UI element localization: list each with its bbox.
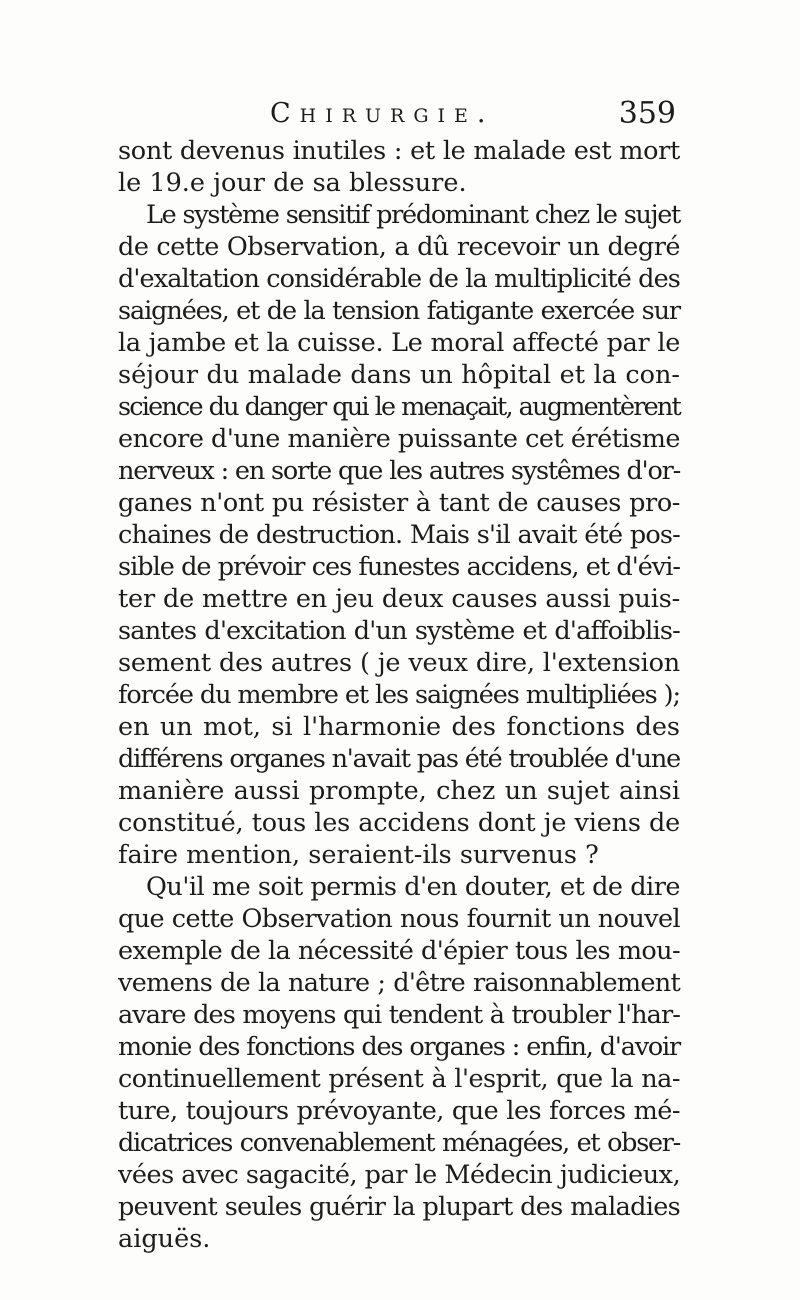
text-line: vées avec sagacité, par le Médecin judicieux, [118, 1160, 681, 1190]
text-line: que cette Observation nous fournit un nouvel [118, 904, 680, 934]
text-line: le 19.e jour de sa blessure. [118, 168, 467, 198]
text-line: encore d'une manière puissante cet érétisme [118, 424, 680, 454]
text-line: avare des moyens qui tendent à troubler l'har- [118, 1000, 680, 1030]
text-line: en un mot, si l'harmonie des fonctions des [118, 712, 680, 742]
text-line: monie des fonctions des organes : enfin, d'avoir [118, 1032, 680, 1062]
text-line: nerveux : en sorte que les autres systêmes d'or- [118, 456, 680, 486]
text-line: santes d'excitation d'un système et d'affoiblis- [118, 616, 680, 646]
running-title: Chirurgie. [270, 98, 495, 129]
text-line: Le système sensitif prédominant chez le sujet [146, 200, 680, 230]
text-line: dicatrices convenablement ménagées, et obser- [118, 1128, 680, 1158]
text-line: la jambe et la cuisse. Le moral affecté par le [118, 328, 680, 358]
text-line: science du danger qui le menaçait, augmentèrent [118, 392, 680, 422]
text-line: sible de prévoir ces funestes accidens, et d'évi- [118, 552, 680, 582]
text-line: sement des autres ( je veux dire, l'extension [118, 648, 680, 678]
text-line: peuvent seules guérir la plupart des maladies [118, 1192, 680, 1222]
text-line: chaines de destruction. Mais s'il avait été pos- [118, 520, 680, 550]
text-line: aiguës. [118, 1224, 211, 1254]
text-line: sont devenus inutiles : et le malade est mort [118, 136, 680, 166]
text-line: vemens de la nature ; d'être raisonnablement [118, 968, 680, 998]
text-line: faire mention, seraient-ils survenus ? [118, 840, 599, 870]
text-line: manière aussi prompte, chez un sujet ainsi [118, 776, 680, 806]
text-line: saignées, et de la tension fatigante exercée sur [118, 296, 680, 326]
text-line: séjour du malade dans un hôpital et la con- [118, 360, 680, 390]
text-line: de cette Observation, a dû recevoir un degré [118, 232, 680, 262]
text-line: ture, toujours prévoyante, que les forces mé- [118, 1096, 680, 1126]
text-line: différens organes n'avait pas été troublée d'une [118, 744, 680, 774]
body-text [118, 135, 680, 1255]
text-line: Qu'il me soit permis d'en douter, et de dire [146, 872, 680, 902]
text-line: exemple de la nécessité d'épier tous les mou- [118, 936, 680, 966]
page-number: 359 [618, 96, 676, 131]
text-line: d'exaltation considérable de la multiplicité des [118, 264, 680, 294]
text-line: ter de mettre en jeu deux causes aussi puis- [118, 584, 680, 614]
text-line: forcée du membre et les saignées multipliées ); [118, 680, 681, 710]
page-header [118, 98, 680, 138]
text-line: ganes n'ont pu résister à tant de causes pro- [118, 488, 680, 518]
text-line: continuellement présent à l'esprit, que la na- [118, 1064, 680, 1094]
text-line: constitué, tous les accidens dont je viens de [118, 808, 680, 838]
